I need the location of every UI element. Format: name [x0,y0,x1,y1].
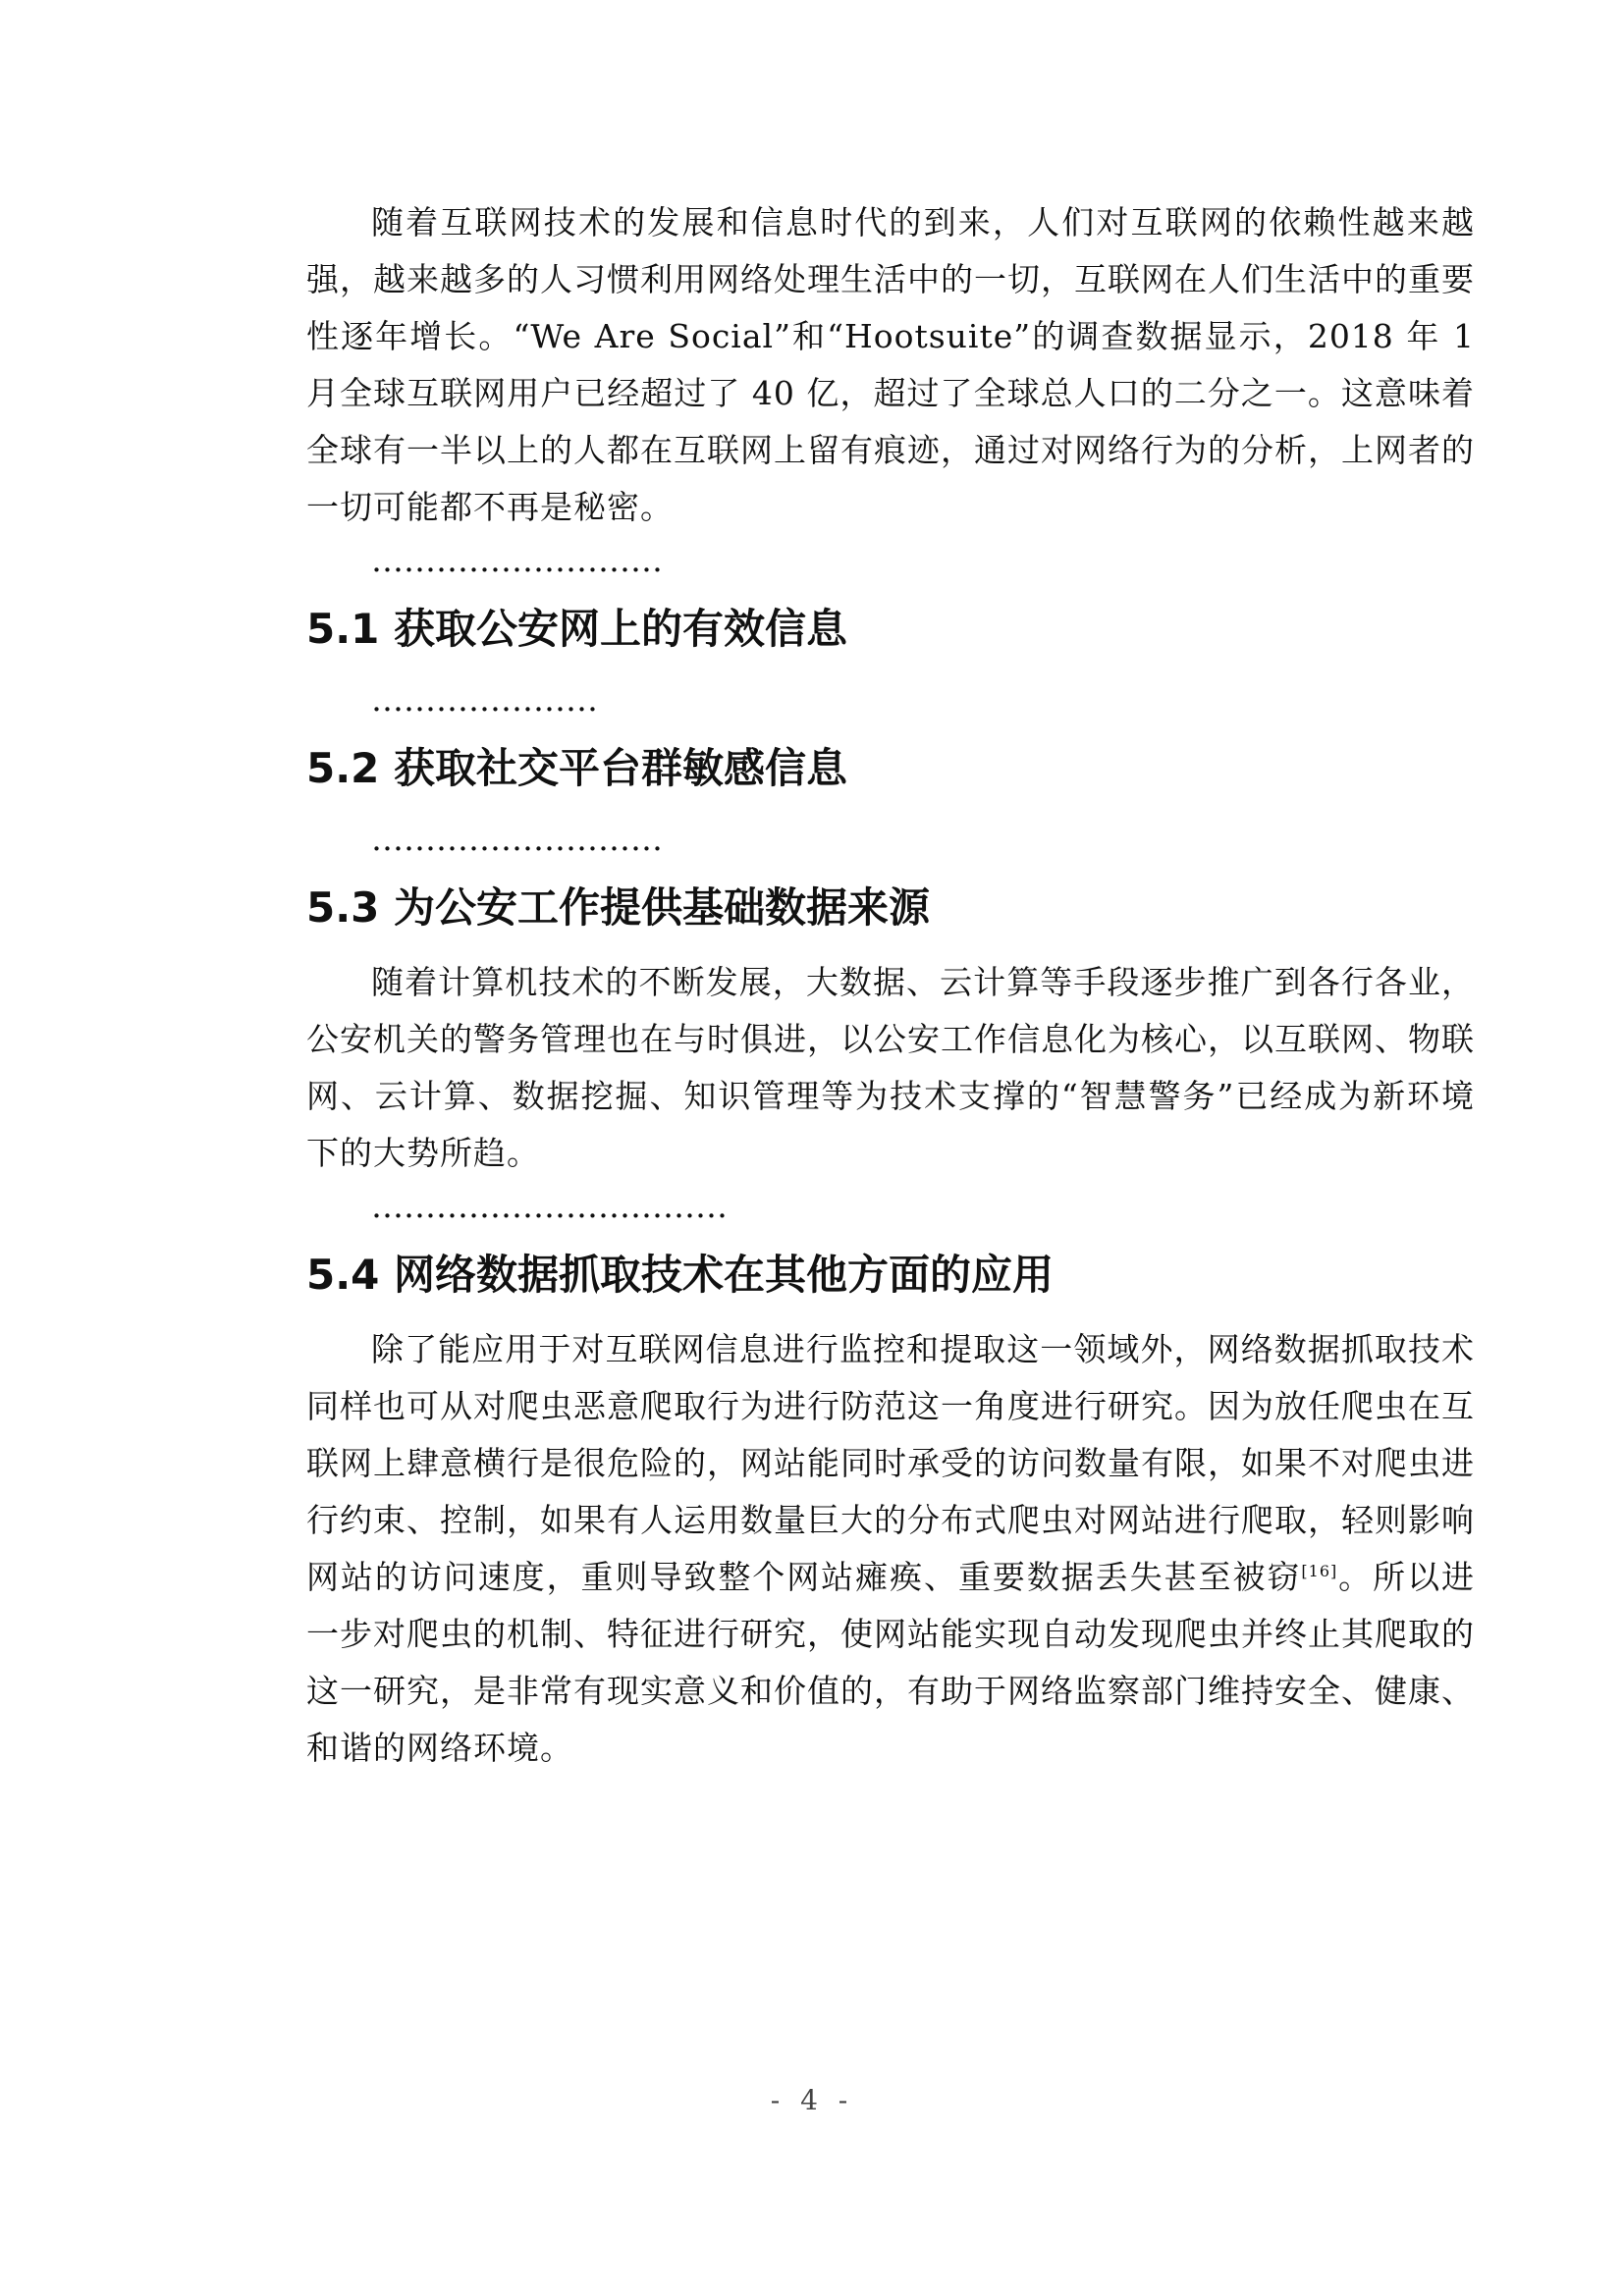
ellipsis-separator: ………………… [371,680,598,719]
ellipsis-separator: ……………………… [371,541,663,579]
section-5-1-heading: 5.1 获取公安网上的有效信息 [306,605,848,653]
intro-paragraph: 随着互联网技术的发展和信息时代的到来，人们对互联网的依赖性越来越强，越来越多的人习惯利用网络处理生活中的一切，互联网在人们生活中的重要性逐年增长。“We Are Social”和“Hootsuite”的调查数据显示，2018 年 1 月全球互联网用户已经超过了 40 亿，超过了全球总人口的二分之一。这意味着全球有一半以上的人都在互联网上留有痕迹，通过对网络行为的分析，上网者的一切可能都不再是秘密。 [306,203,1476,526]
page-number: - 4 - [770,2084,854,2116]
citation-marker: [16] [1301,1562,1338,1580]
page-body [306,194,1475,1777]
section-5-4-heading: 5.4 网络数据抓取技术在其他方面的应用 [306,1251,1055,1299]
section-5-3-paragraph: 随着计算机技术的不断发展，大数据、云计算等手段逐步推广到各行各业，公安机关的警务管理也在与时俱进，以公安工作信息化为核心，以互联网、物联网、云计算、数据挖掘、知识管理等为技术支撑的“智慧警务”已经成为新环境下的大势所趋。 [306,963,1475,1172]
section-5-4-paragraph [306,1321,1475,1777]
section-5-3-heading: 5.3 为公安工作提供基础数据来源 [306,883,931,932]
paragraph-text: 。所以进一步对爬虫的机制、特征进行研究，使网站能实现自动发现爬虫并终止其爬取的这一研究，是非常有现实意义和价值的，有助于网络监察部门维持安全、健康、和谐的网络环境。 [306,1558,1476,1767]
section-5-2-heading: 5.2 获取社交平台群敏感信息 [306,744,848,792]
paragraph-text: 除了能应用于对互联网信息进行监控和提取这一领域外，网络数据抓取技术同样也可从对爬虫恶意爬取行为进行防范这一角度进行研究。因为放任爬虫在互联网上肆意横行是很危险的，网站能同时承受的访问数量有限，如果不对爬虫进行约束、控制，如果有人运用数量巨大的分布式爬虫对网站进行爬取，轻则影响网站的访问速度，重则导致整个网站瘫痪、重要数据丢失甚至被窃 [306,1330,1475,1596]
ellipsis-separator: …………………………… [371,1187,728,1225]
ellipsis-separator: ……………………… [371,820,663,858]
